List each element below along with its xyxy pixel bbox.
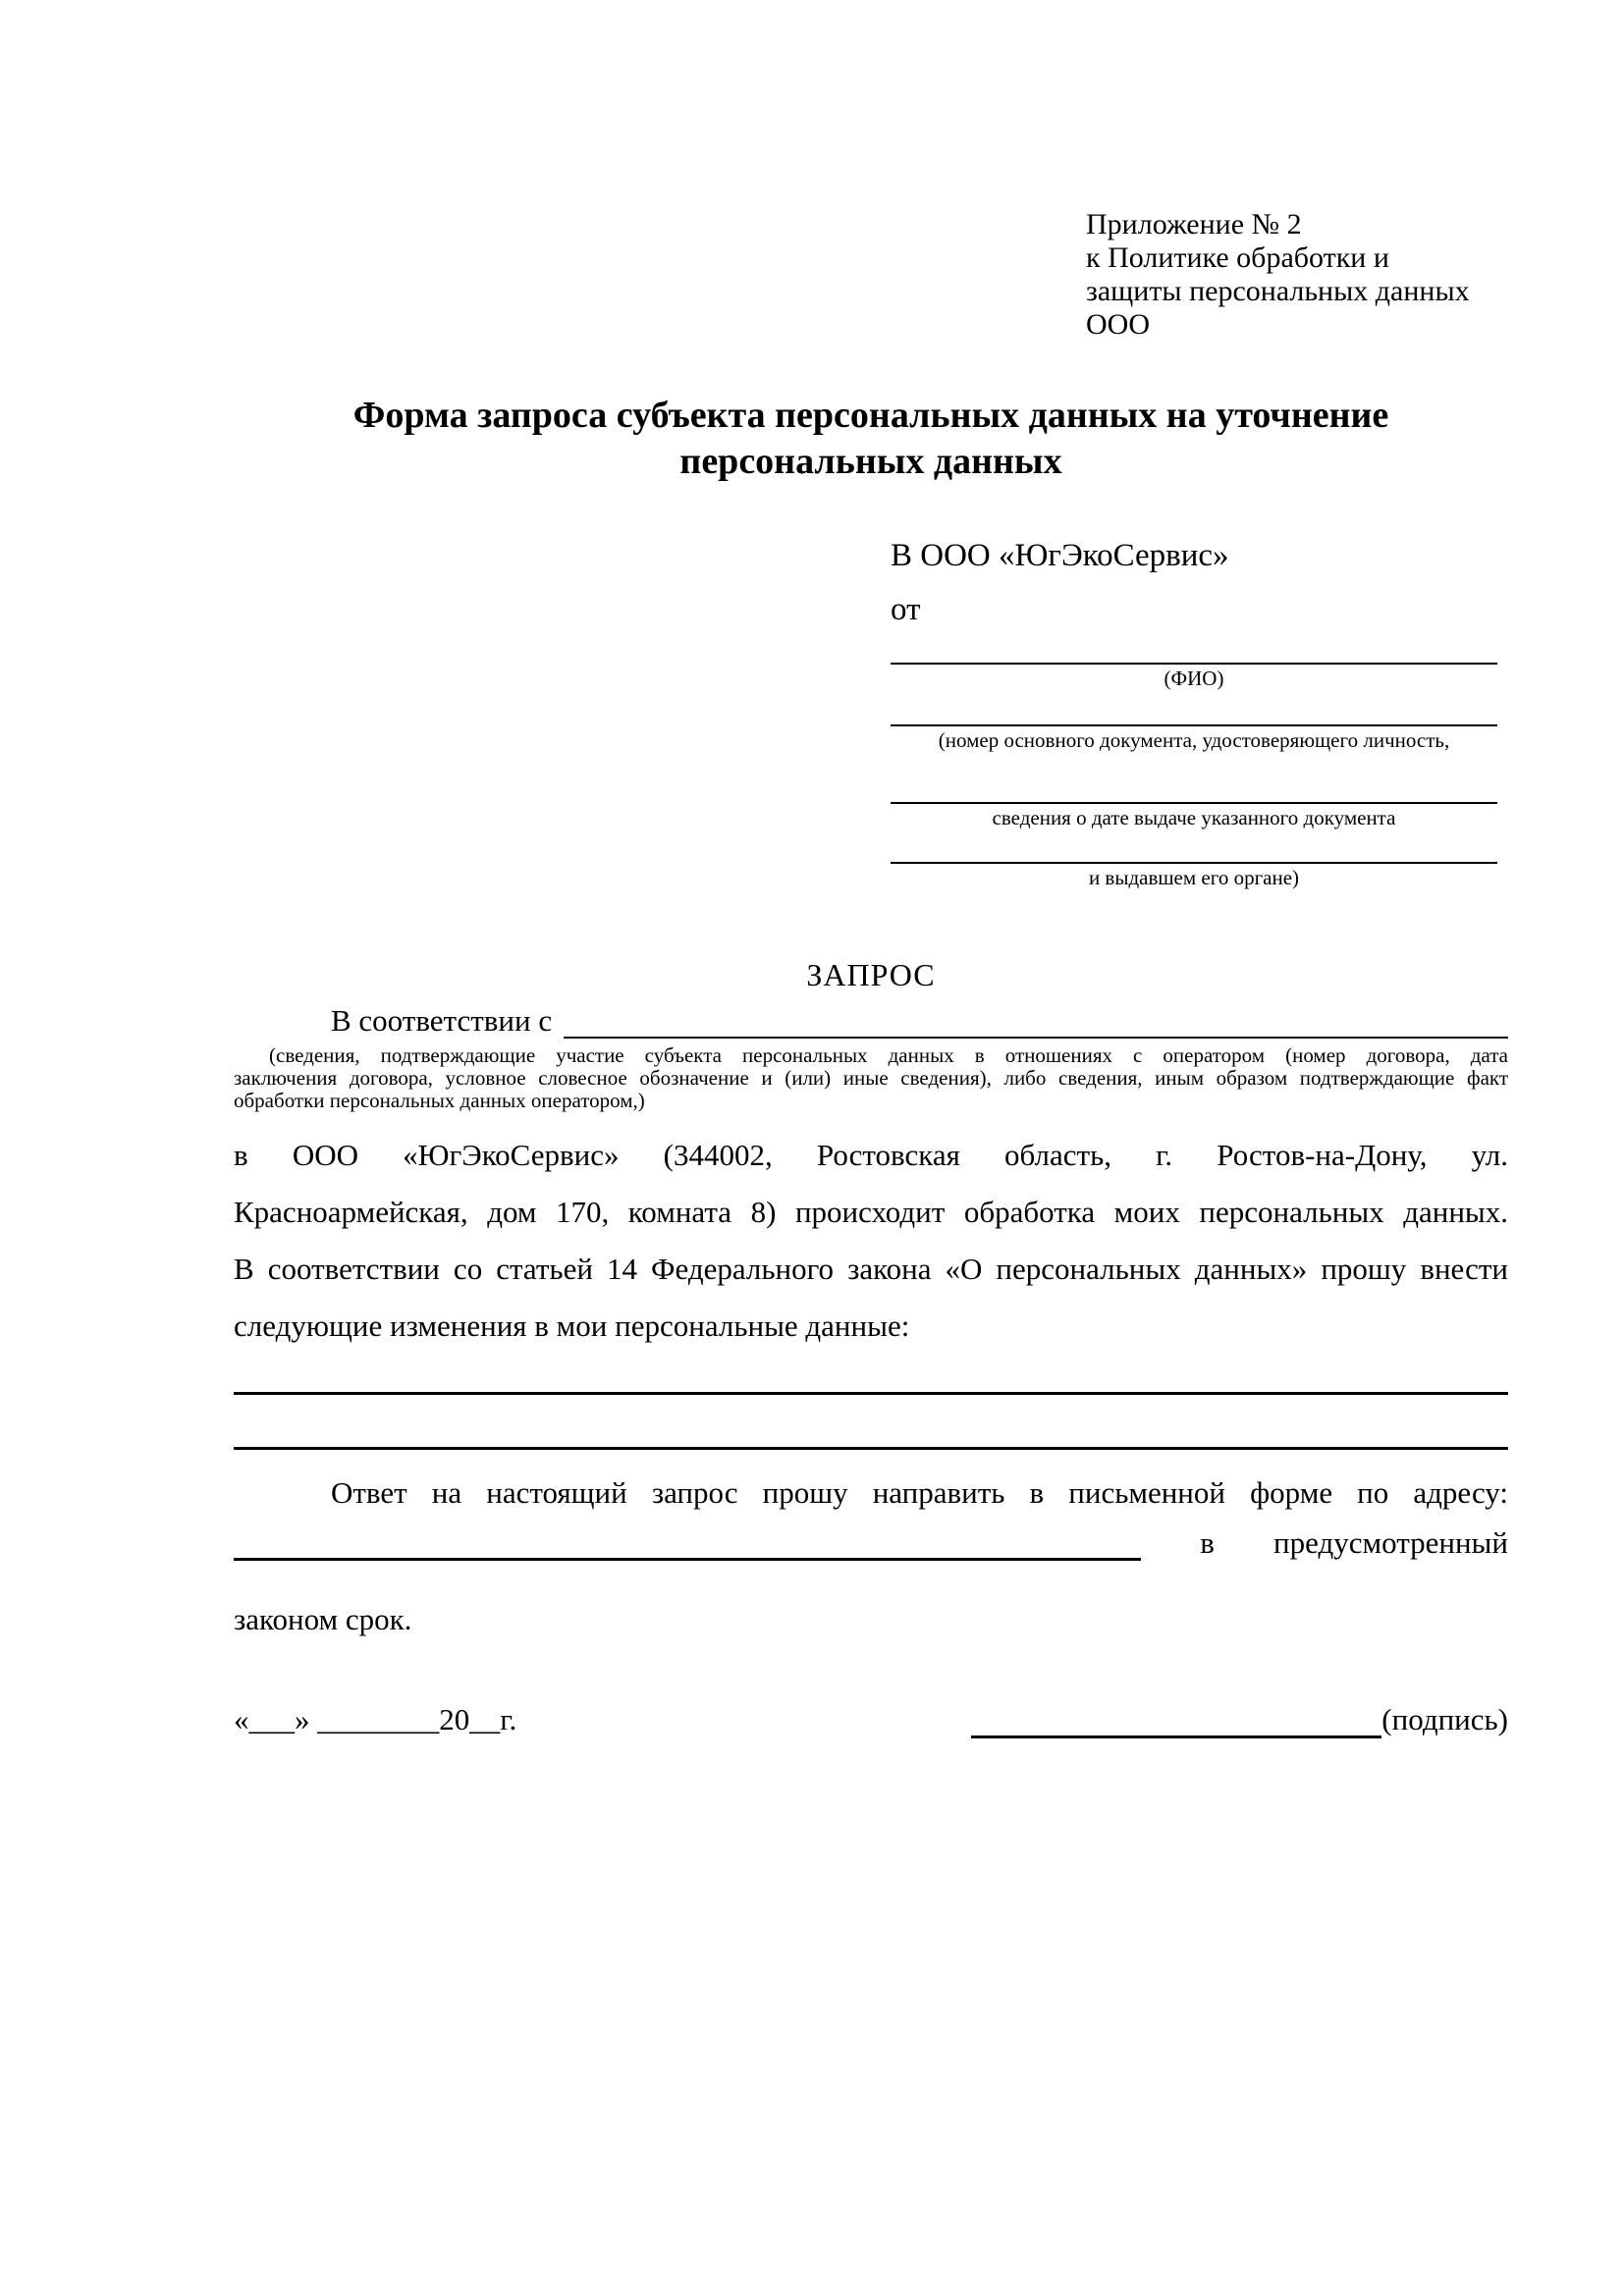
- document-title: [234, 393, 1508, 485]
- doc-number-blank-line: [891, 690, 1497, 726]
- date-field: «___» ________20__г.: [234, 1702, 517, 1736]
- reply-word: предусмотренный: [1273, 1525, 1508, 1560]
- signature-caption: (подпись): [1381, 1702, 1508, 1736]
- changes-blank-line: [234, 1392, 1508, 1395]
- accordance-caption-line: (сведения, подтверждающие участие субъекта персональных данных в отношениях с оператором (номер договора, дата: [269, 1043, 1508, 1067]
- reply-word: в: [1200, 1525, 1215, 1560]
- body-line: В соответствии со статьей 14 Федерального закона «О персональных данных» прошу внести: [234, 1252, 1508, 1286]
- appendix-note: [1086, 208, 1498, 342]
- fio-caption: (ФИО): [1164, 667, 1224, 690]
- issue-date-blank-line: [891, 768, 1497, 804]
- issuer-blank-line: [891, 828, 1497, 864]
- accordance-caption: [234, 1044, 1508, 1112]
- document-title-line: персональных данных: [679, 441, 1062, 482]
- accordance-row: [234, 1003, 1508, 1039]
- appendix-line: защиты персональных данных: [1086, 275, 1470, 307]
- issue-date-caption: сведения о дате выдаче указанного документа: [992, 806, 1396, 829]
- signature-blank-line: [971, 1698, 1381, 1738]
- reply-line: законом срок.: [234, 1602, 412, 1636]
- reply-address-row: [234, 1525, 1508, 1561]
- changes-blank-line: [234, 1447, 1508, 1450]
- body-line: в ООО «ЮгЭкоСервис» (344002, Ростовская область, г. Ростов-на-Дону, ул.: [234, 1138, 1508, 1172]
- accordance-caption-line: обработки персональных данных оператором,): [234, 1089, 645, 1112]
- accordance-lead: В соответствии с: [331, 1003, 553, 1038]
- doc-number-caption: (номер основного документа, удостоверяющего личность,: [938, 728, 1450, 752]
- appendix-line: Приложение № 2: [1086, 208, 1302, 240]
- accordance-blank-line: [564, 1003, 1508, 1039]
- appendix-line: ООО: [1086, 308, 1150, 341]
- request-heading: ЗАПРОС: [806, 957, 936, 992]
- issuer-caption: и выдавшем его органе): [1088, 866, 1300, 889]
- address-blank-line: [234, 1522, 1141, 1561]
- date-signature-row: [234, 1698, 1508, 1739]
- recipient-from-label: от: [891, 592, 921, 627]
- body-line: Красноармейская, дом 170, комната 8) происходит обработка моих персональных данных.: [234, 1195, 1508, 1229]
- body-paragraph: [234, 1127, 1508, 1355]
- appendix-line: к Политике обработки и: [1086, 241, 1389, 274]
- accordance-caption-line: заключения договора, условное словесное обозначение и (или) иные сведения), либо сведения, иным образом подтверждающие факт: [234, 1066, 1508, 1090]
- recipient-to: В ООО «ЮгЭкоСервис»: [891, 538, 1229, 573]
- document-title-line: Форма запроса субъекта персональных данных на уточнение: [352, 395, 1389, 436]
- reply-line-text: Ответ на настоящий запрос прошу направить в письменной форме по адресу:: [331, 1475, 1508, 1510]
- reply-line: [234, 1465, 1508, 1522]
- body-line: следующие изменения в мои персональные данные:: [234, 1308, 910, 1343]
- fio-blank-line: [891, 628, 1497, 665]
- signature-area: [971, 1698, 1508, 1738]
